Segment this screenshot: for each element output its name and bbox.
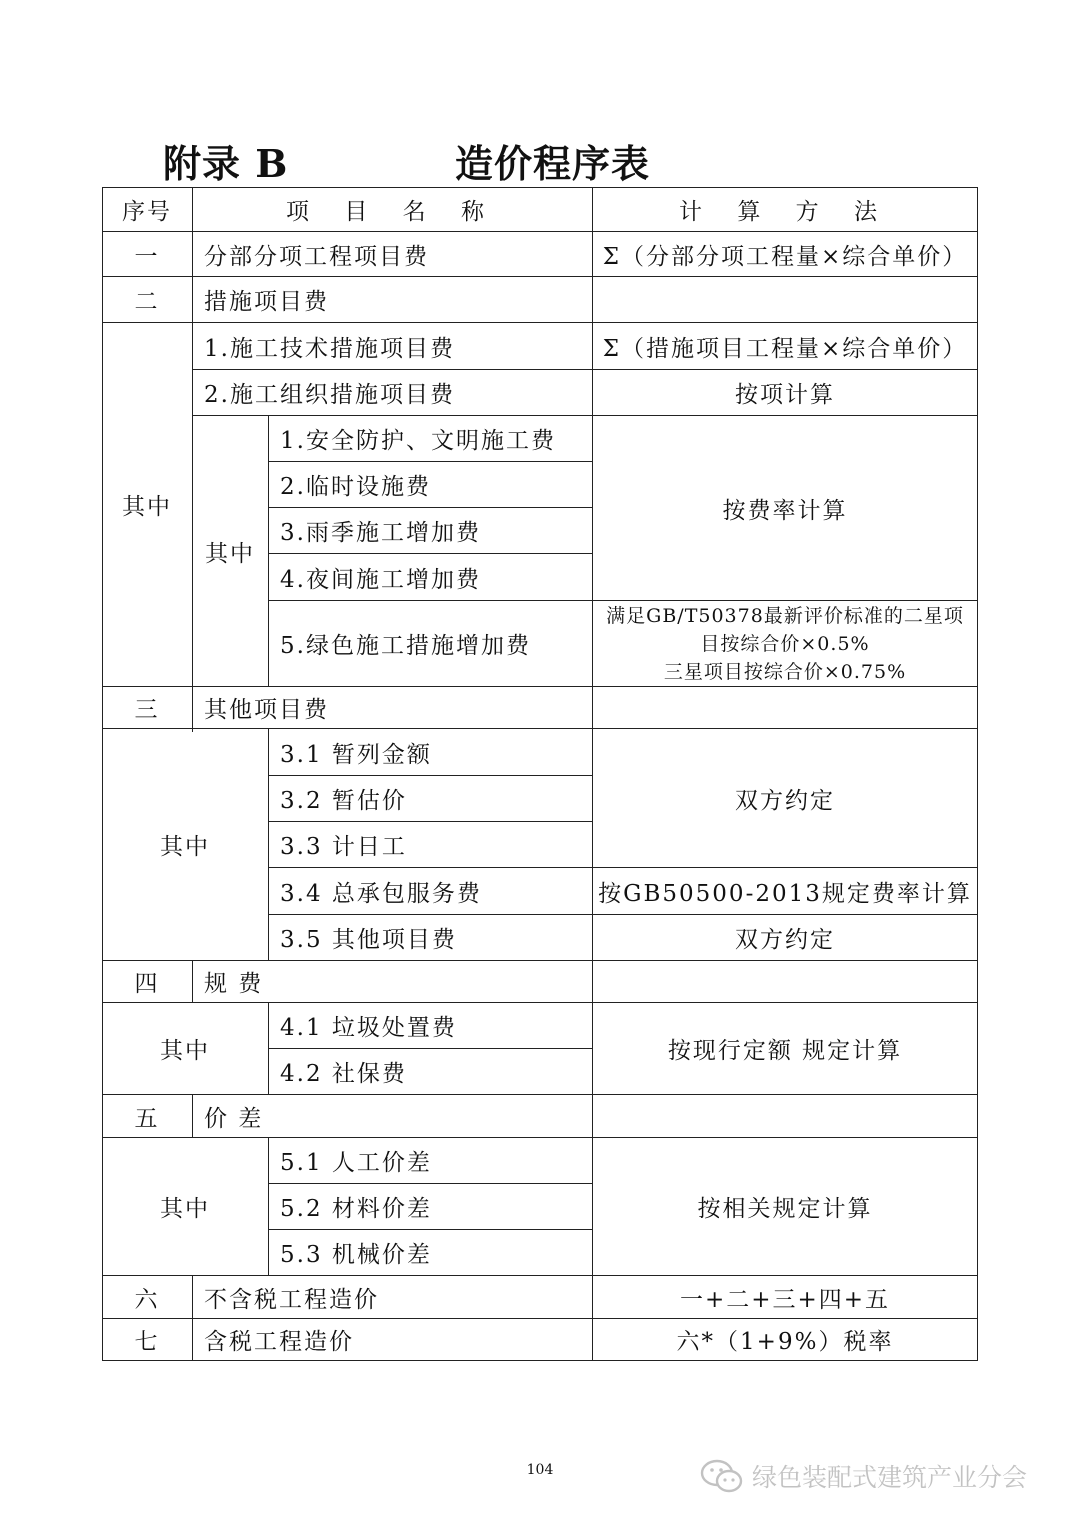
group-label-cell: 其中 xyxy=(160,1038,210,1064)
name-cell: 3.3 计日工 xyxy=(280,834,407,860)
name-cell: 2.施工组织措施项目费 xyxy=(204,382,455,408)
method-cell: 一+二+三+四+五 xyxy=(679,1286,891,1313)
name-cell: 5.2 材料价差 xyxy=(280,1196,432,1222)
method-cell xyxy=(592,687,978,728)
wechat-icon xyxy=(700,1458,744,1494)
method-cell: 六*（1+9%）税率 xyxy=(676,1329,894,1355)
name-cell: 4.1 垃圾处置费 xyxy=(280,1015,457,1041)
method-cell: 按相关规定计算 xyxy=(697,1196,873,1222)
method-line: 满足GB/T50378最新评价标准的二星项 xyxy=(606,604,964,627)
page-title-left: 附录 B xyxy=(163,141,289,186)
group-label-cell: 其中 xyxy=(122,494,172,520)
method-cell-multiline xyxy=(592,601,978,686)
method-cell xyxy=(592,277,978,322)
seq-cell: 一 xyxy=(134,243,160,270)
name-cell: 4.夜间施工增加费 xyxy=(280,566,481,593)
method-cell xyxy=(592,961,978,1002)
group-label-cell: 其中 xyxy=(160,834,210,860)
group-label-cell: 其中 xyxy=(160,1196,210,1222)
name-cell: 规 费 xyxy=(204,971,264,997)
method-cell: Σ（分部分项工程量×综合单价） xyxy=(602,243,968,270)
method-line: 目按综合价×0.5% xyxy=(700,632,870,655)
name-cell: 5.绿色施工措施增加费 xyxy=(280,633,531,659)
name-cell: 2.临时设施费 xyxy=(280,474,431,500)
seq-cell: 三 xyxy=(134,697,160,723)
name-cell: 3.2 暂估价 xyxy=(280,788,407,814)
name-cell: 3.4 总承包服务费 xyxy=(280,880,482,907)
method-cell: 双方约定 xyxy=(735,927,835,953)
method-cell: 按GB50500-2013规定费率计算 xyxy=(598,880,972,907)
name-cell: 含税工程造价 xyxy=(204,1329,354,1355)
page-number: 104 xyxy=(526,1462,554,1478)
seq-cell: 六 xyxy=(134,1286,160,1313)
name-cell: 措施项目费 xyxy=(204,289,329,315)
header-method: 计 算 方 法 xyxy=(679,199,891,225)
name-cell: 4.2 社保费 xyxy=(280,1061,407,1087)
header-name: 项 目 名 称 xyxy=(286,199,498,225)
seq-cell: 二 xyxy=(134,289,160,315)
method-cell: Σ（措施项目工程量×综合单价） xyxy=(602,335,968,362)
method-cell: 按项计算 xyxy=(735,382,835,408)
name-cell: 5.3 机械价差 xyxy=(280,1242,432,1268)
name-cell: 1.安全防护、文明施工费 xyxy=(280,428,556,454)
seq-cell: 七 xyxy=(134,1329,160,1355)
name-cell: 3.雨季施工增加费 xyxy=(280,520,481,546)
name-cell: 分部分项工程项目费 xyxy=(204,243,429,270)
table-border-bottom xyxy=(102,1360,978,1361)
name-cell: 3.5 其他项目费 xyxy=(280,927,457,953)
seq-cell: 四 xyxy=(134,971,160,997)
method-cell: 双方约定 xyxy=(735,787,835,814)
header-seq: 序号 xyxy=(122,199,172,225)
watermark-text: 绿色装配式建筑产业分会 xyxy=(752,1463,1028,1492)
sub-group-label-cell: 其中 xyxy=(205,540,255,567)
method-cell xyxy=(592,1095,978,1137)
page-title-right: 造价程序表 xyxy=(455,141,651,186)
name-cell: 其他项目费 xyxy=(204,697,329,723)
name-cell: 1.施工技术措施项目费 xyxy=(204,335,455,362)
method-cell: 按费率计算 xyxy=(722,497,848,524)
name-cell: 3.1 暂列金额 xyxy=(280,741,432,768)
method-cell: 按现行定额 规定计算 xyxy=(667,1038,903,1064)
method-line: 三星项目按综合价×0.75% xyxy=(663,660,907,683)
name-cell: 5.1 人工价差 xyxy=(280,1150,432,1176)
watermark xyxy=(700,1458,1027,1494)
seq-cell: 五 xyxy=(134,1105,160,1132)
name-cell: 价 差 xyxy=(204,1105,264,1132)
name-cell: 不含税工程造价 xyxy=(204,1286,379,1313)
